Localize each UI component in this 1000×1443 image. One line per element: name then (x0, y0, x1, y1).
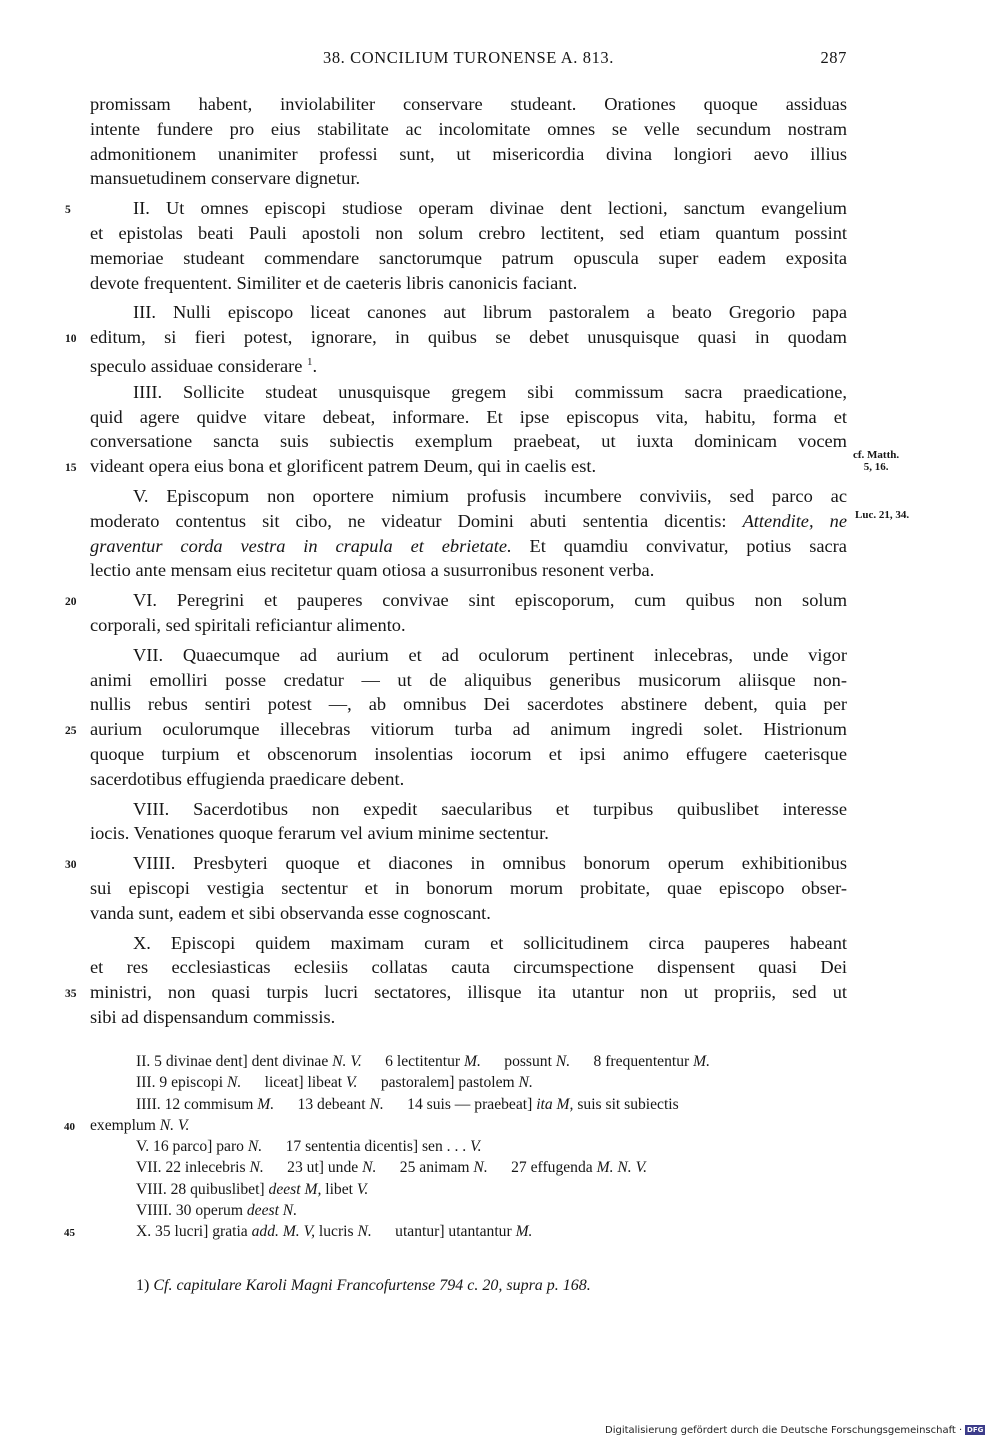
text-line: vanda sunt, eadem et sibi observanda esse cognoscant. (90, 902, 491, 923)
apparatus-text: exemplum (90, 1116, 160, 1134)
apparatus-siglum: N. (357, 1223, 372, 1241)
apparatus-siglum: N. (369, 1095, 384, 1113)
paragraph-chapter-9 (65, 851, 847, 925)
margin-reference-luke: Luc. 21, 34. (855, 509, 910, 521)
apparatus-siglum: V. (470, 1138, 482, 1156)
line-number: 5 (65, 204, 71, 217)
text-line: X. Episcopi quidem maximam curam et sollicitudinem circa pauperes habeant (133, 932, 847, 953)
apparatus-text: V. 16 parco] paro (136, 1138, 248, 1156)
apparatus-text: 13 debeant (274, 1095, 370, 1113)
apparatus-text: suis sit subiectis (573, 1095, 679, 1113)
text-line: intente fundere pro eius stabilitate ac incolomitate omnes se velle secundum nostram (90, 118, 847, 139)
apparatus-siglum: V. (346, 1074, 358, 1092)
text-line: sacerdotibus effugienda praedicare debent. (90, 768, 405, 789)
apparatus-siglum: deest N. (246, 1202, 298, 1220)
apparatus-siglum: M. N. V. (596, 1159, 647, 1177)
apparatus-siglum: M. (463, 1053, 481, 1070)
text-line: sui episcopi vestigia sectentur et in bonorum morum probitate, quae episcopo obser- (90, 877, 847, 898)
text-line: iocis. Venationes quoque ferarum vel avium minime sectentur. (90, 823, 549, 844)
footnote-mark: 1 (307, 355, 313, 368)
text-line: devote frequentent. Similiter et de caeteris libris canonicis faciant. (90, 272, 578, 293)
apparatus-text: 17 sententia dicentis] sen . . . (262, 1138, 471, 1156)
main-text (65, 92, 847, 1035)
text-line: 10 editum, si fieri potest, ignorare, in quibus se debet unusquisque quasi in quodam (90, 325, 847, 350)
apparatus-text: 6 lectitentur (361, 1053, 464, 1070)
text-line: quid agere quidve vitare debeat, informare. Et ipse episcopus vita, habitu, forma et (90, 406, 847, 427)
text-line: 35 ministri, non quasi turpis lucri sectatores, illisque ita utantur non ut propriis, sed ut (90, 980, 847, 1005)
scripture-quote: Attendite, ne (742, 510, 847, 531)
apparatus-siglum: add. M. V, (251, 1223, 316, 1241)
apparatus-line (90, 1072, 850, 1093)
apparatus-siglum: N. (362, 1159, 377, 1177)
apparatus-line (90, 1179, 850, 1200)
text-line: VII. Quaecumque ad aurium et ad oculorum pertinent inlecebras, unde vigor (133, 644, 847, 665)
apparatus-text: IIII. 12 commisum (136, 1095, 258, 1113)
text-line: V. Episcopum non oportere nimium profusis incumbere conviviis, sed parco ac (133, 485, 847, 506)
apparatus-line (64, 1221, 850, 1242)
apparatus-siglum: N. (226, 1074, 242, 1092)
apparatus-text: liceat] libeat (241, 1074, 347, 1092)
digitization-credit (605, 1425, 985, 1436)
paragraph-chapter-6 (65, 588, 847, 638)
paragraph-chapter-2 (65, 196, 847, 295)
apparatus-text: 23 ut] unde (263, 1159, 363, 1177)
page-number: 287 (820, 48, 847, 67)
apparatus-text: 8 frequententur (570, 1053, 694, 1070)
text-line: 30 VIIII. Presbyteri quoque et diacones in omnibus bonorum operum exhibitionibus (90, 851, 847, 876)
text-line: IIII. Sollicite studeat unusquisque gregem sibi commissum sacra praedicatione, (133, 381, 847, 402)
apparatus-siglum: M. (257, 1095, 275, 1113)
paragraph-intro (90, 92, 847, 191)
dfg-logo: DFG (967, 1426, 984, 1434)
line-number: 40 (64, 1120, 75, 1133)
apparatus-siglum: ita M, (536, 1095, 574, 1113)
apparatus-text: utantur] utantantur (371, 1223, 516, 1241)
footnote-number: 1) (136, 1277, 150, 1294)
running-title: 38. CONCILIUM TURONENSE A. 813. (322, 48, 614, 67)
apparatus-siglum: deest M, (268, 1180, 322, 1198)
line-number: 30 (65, 859, 77, 872)
apparatus-text: VIII. 28 quibuslibet] (136, 1180, 269, 1198)
text-line: VIII. Sacerdotibus non expedit saecularibus et turpibus quibuslibet interesse (133, 798, 847, 819)
apparatus-line (64, 1115, 850, 1136)
apparatus-text: 25 animam (376, 1159, 474, 1177)
apparatus-siglum: N. (555, 1053, 571, 1070)
text-line: mansuetudinem conservare dignetur. (90, 168, 361, 189)
text-line: 20 VI. Peregrini et pauperes convivae sint episcoporum, cum quibus non solum (90, 588, 847, 613)
apparatus-siglum: M. (693, 1053, 711, 1070)
apparatus-text: lucris (315, 1223, 358, 1241)
apparatus-line (90, 1094, 850, 1115)
footnote (136, 1277, 591, 1295)
apparatus-text: 14 suis — praebeat] (383, 1095, 537, 1113)
apparatus-text: possunt (480, 1053, 556, 1070)
apparatus-siglum: N. V. (159, 1116, 190, 1134)
apparatus-siglum: N. (473, 1159, 488, 1177)
text-line: quoque turpium et obscenorum insolentias iocorum et ipsi animo effugere caeterisque (90, 743, 847, 764)
paragraph-chapter-4 (65, 380, 847, 479)
paragraph-chapter-10 (65, 931, 847, 1030)
line-number: 45 (64, 1227, 75, 1240)
line-number: 20 (65, 596, 77, 609)
text-line: conversatione sancta suis subiectis exemplum praebeat, ut iuxta dominicam vocem (90, 431, 847, 452)
apparatus-text: II. 5 divinae dent] dent divinae (136, 1053, 333, 1070)
text-line: lectio ante mensam eius recitetur quam otiosa a susurronibus resonent verba. (90, 560, 655, 581)
line-number: 35 (65, 988, 77, 1001)
apparatus-text: VIIII. 30 operum (136, 1202, 247, 1220)
text-line: sibi ad dispensandum commissis. (90, 1006, 336, 1027)
text-line: 25 aurium oculorumque illecebras vitiorum turba ad animum ingredi solet. Histrionum (90, 717, 847, 742)
text-line: 15 videant opera eius bona et glorificent patrem Deum, qui in caelis est. (90, 454, 847, 479)
credit-text: Digitalisierung gefördert durch die Deutsche Forschungsgemeinschaft · (605, 1425, 963, 1436)
running-head (90, 48, 847, 74)
text-line: et epistolas beati Pauli apostoli non solum crebro lectitent, sed etiam quantum possint (90, 222, 847, 243)
text-line: admonitionem unanimiter professi sunt, ut misericordia divina longiori aevo illius (90, 143, 847, 164)
apparatus-siglum: N. (518, 1074, 533, 1092)
critical-apparatus (64, 1051, 850, 1243)
footnote-text: Cf. capitulare Karoli Magni Francofurtense 794 c. 20, supra p. 168. (153, 1277, 591, 1294)
scripture-quote: graventur corda vestra in crapula et ebrietate. (90, 535, 512, 556)
text-line: speculo assiduae considerare $^1$. (90, 355, 318, 377)
apparatus-line (90, 1136, 850, 1157)
text-line: 5 II. Ut omnes episcopi studiose operam divinae dent lectioni, sanctum evangelium (90, 196, 847, 221)
apparatus-siglum: M. (515, 1223, 533, 1241)
text-line: graventur corda vestra in crapula et ebrietate. Et quamdiu convivatur, potius sacra (90, 535, 847, 556)
paragraph-chapter-5 (90, 484, 847, 583)
text-line: promissam habent, inviolabiliter conservare studeant. Orationes quoque assiduas (90, 94, 847, 114)
apparatus-line (90, 1051, 850, 1072)
line-number: 10 (65, 333, 77, 346)
apparatus-text: III. 9 episcopi (136, 1074, 227, 1092)
apparatus-line (90, 1157, 850, 1178)
apparatus-text: 27 effugenda (487, 1159, 597, 1177)
text-line: animi emolliri posse credatur — ut de aliquibus generibus musicorum aliisque non- (90, 669, 847, 690)
line-number: 15 (65, 462, 77, 475)
paragraph-chapter-8 (90, 797, 847, 847)
apparatus-siglum: N. (247, 1138, 263, 1156)
apparatus-siglum: N. V. (332, 1053, 362, 1070)
text-line: nullis rebus sentiri potest —, ab omnibus Dei sacerdotes abstinere debent, quia per (90, 694, 847, 715)
text-line: corporali, sed spiritali reficiantur alimento. (90, 614, 406, 635)
margin-reference-matthew: cf. Matth. 5, 16. (853, 449, 900, 473)
line-number: 25 (65, 725, 77, 738)
apparatus-text: VII. 22 inlecebris (136, 1159, 250, 1177)
text-line: et res ecclesiasticas eclesiis collatas cauta circumspectione dispensent quasi Dei (90, 957, 847, 978)
text-line: III. Nulli episcopo liceat canones aut librum pastoralem a beato Gregorio papa (133, 302, 847, 323)
apparatus-siglum: V. (356, 1180, 369, 1198)
text-line: memoriae studeant commendare sanctorumque patrum opuscula super eadem exposita (90, 247, 847, 268)
apparatus-text: pastoralem] pastolem (357, 1074, 519, 1092)
apparatus-text: libet (321, 1180, 357, 1198)
apparatus-line (90, 1200, 850, 1221)
paragraph-chapter-7 (65, 643, 847, 792)
apparatus-siglum: N. (249, 1159, 264, 1177)
text-line: moderato contentus sit cibo, ne videatur Domini abuti sententia dicentis: Attendite, ne (90, 510, 847, 531)
apparatus-text: X. 35 lucri] gratia (136, 1223, 252, 1241)
paragraph-chapter-3 (65, 300, 847, 377)
